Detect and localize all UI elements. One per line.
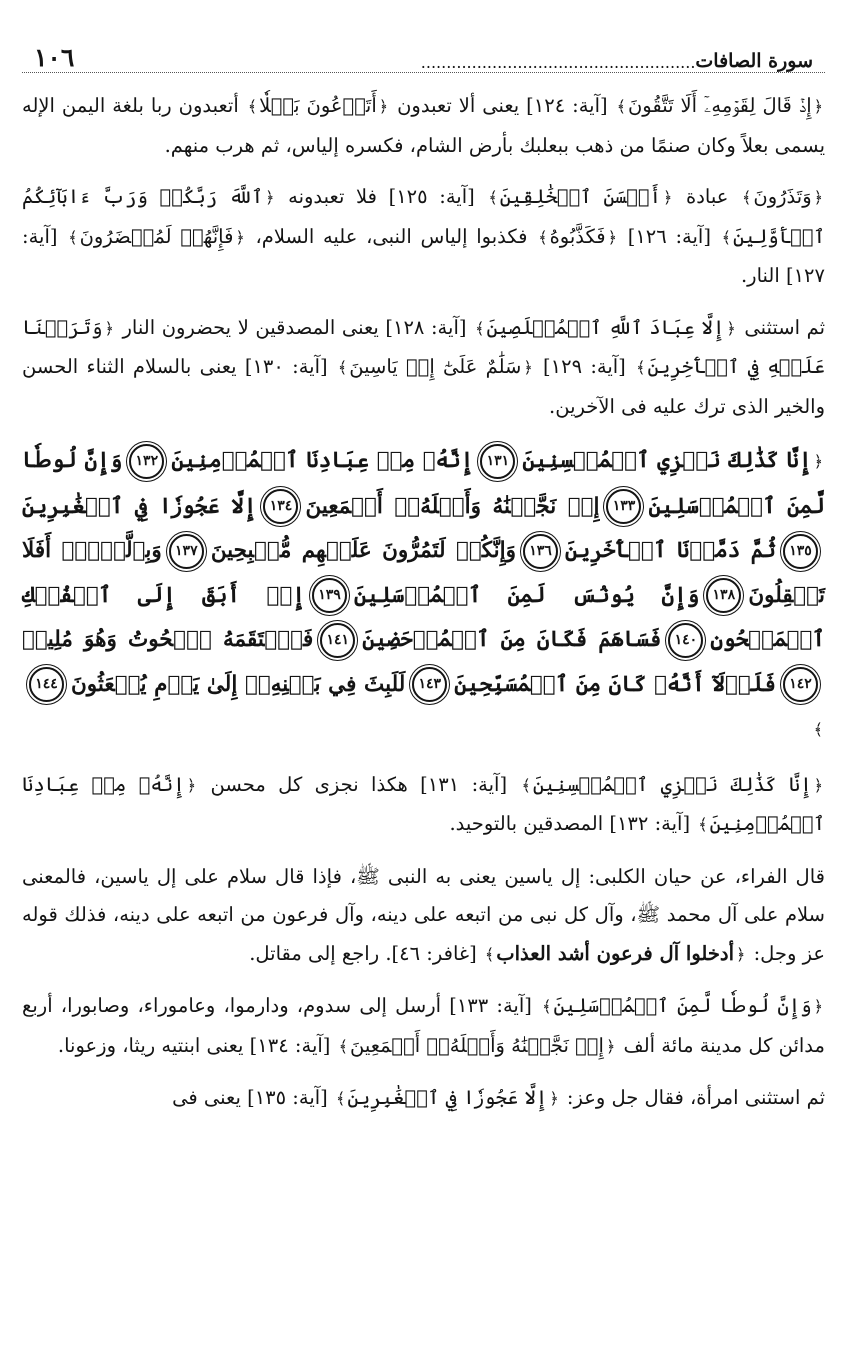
ayah-number-marker: ١٤٠ <box>668 623 703 658</box>
ayah-number-marker: ١٣٨ <box>706 578 741 613</box>
quran-quote-text: إِنَّهُۥ مِنۡ عِبَادِنَا ٱلۡمُؤۡمِنِينَ <box>171 448 474 473</box>
ayah-number-marker: ١٣٧ <box>169 534 204 569</box>
quote-open-ornament: ﴿ <box>605 1036 616 1056</box>
quote-close-ornament: ﴾ <box>488 188 498 207</box>
quran-quote-text: أَتَدۡعُونَ بَعۡلٗا <box>259 94 377 117</box>
commentary-text: [آية: ١٣٠] يعنى بالسلام الثناء الحسن والخير الذى ترك عليه فى الآخرين. <box>22 355 825 418</box>
cited-verse <box>483 942 747 965</box>
commentary-text: [غافر: ٤٦]. راجع إلى مقاتل. <box>249 941 483 965</box>
commentary-text: [آية: ١٣٤] يعنى ابنتيه ريثا، وزعونا. <box>57 1033 337 1057</box>
quote-open-ornament: ﴿ <box>235 227 245 247</box>
quran-quote <box>66 225 247 248</box>
quran-quote-text: فَٱلۡتَقَمَهُ ٱلۡحُوتُ وَهُوَ مُلِيمٞ <box>22 627 314 652</box>
quran-quote-text: ٱللَّهَ رَبَّكُمۡ وَرَبَّ ءَابَآئِكُمُ ٱلۡأَوَّلِينَ <box>22 185 825 248</box>
commentary-text: قال الفراء، عن حيان الكلبى: إل ياسين يعنى به النبى ﷺ، فإذا قال سلام على إل ياسين، فالمعنى سلام على آل محمد ﷺ، وآل كل نبى من اتبعه على دينه، وآل فرعون من اتبعه على دينه، فذلك قوله عز وجل: <box>22 864 825 965</box>
commentary-text: عبادة <box>674 185 741 208</box>
quran-quote-text: وَإِنَّ لُوطٗا لَّمِنَ ٱلۡمُرۡسَلِينَ <box>553 994 812 1017</box>
quran-quote-text: فَلَوۡلَآ أَنَّهُۥ كَانَ مِنَ ٱلۡمُسَبِّحِينَ <box>454 671 776 697</box>
quran-quote-text: وَإِنَّ لُوطٗا لَّمِنَ ٱلۡمُرۡسَلِينَ <box>22 448 825 519</box>
commentary-text: أتعبدون ربا بلغة اليمن الإله يسمى بعلاً وكان صنمًا من ذهب ببعلبك بأرض الشام، فكسره إلياس، ثم هرب منهم. <box>22 94 825 157</box>
quote-open-ornament: ﴿ <box>523 358 533 377</box>
page-number: ١٠٦ <box>34 43 75 72</box>
quote-close-ornament: ﴾ <box>616 97 626 116</box>
quran-quote <box>522 448 811 473</box>
quran-quote <box>171 448 473 473</box>
quote-open-ornament: ﴿ <box>186 775 197 795</box>
commentary-paragraph <box>22 178 825 296</box>
commentary-text: [آية: ١٢٦] <box>618 224 720 248</box>
quote-close-ornament: ﴾ <box>335 1089 346 1108</box>
quote-open-ornament: ﴿ <box>813 97 823 116</box>
ayah-number-marker: ١٤٤ <box>29 667 64 702</box>
quran-quote-text: إِنَّا كَذَٰلِكَ نَجۡزِي ٱلۡمُحۡسِنِينَ <box>532 772 812 796</box>
block-open-ornament: ﴿ <box>813 452 823 471</box>
page-header <box>22 42 825 73</box>
quote-close-ornament: ﴾ <box>337 358 348 377</box>
quran-quote-text: إِلَّا عِبَادَ ٱللَّهِ ٱلۡمُخۡلَصِينَ <box>486 315 725 339</box>
quran-quote <box>22 494 256 519</box>
quote-open-ornament: ﴿ <box>736 944 746 964</box>
quran-quote <box>486 185 674 208</box>
quote-close-ornament: ﴾ <box>247 97 258 116</box>
quote-close-ornament: ﴾ <box>484 944 495 964</box>
commentary-text: [آية: ١٣٥] يعنى فى <box>172 1086 334 1109</box>
commentary-text: [آية: ١٢٨] يعنى المصدقين لا يحضرون النار <box>115 315 474 339</box>
quran-quote <box>565 538 776 563</box>
quran-quote <box>519 773 825 796</box>
commentary-text: [آية: ١٢٤] يعنى ألا تعبدون <box>390 94 615 117</box>
commentary-text: [آية: ١٢٩] <box>534 355 635 378</box>
quran-quote <box>615 94 825 117</box>
commentary-section-bottom <box>22 766 825 1119</box>
quran-quote-text: وَإِنَّكُمۡ لَتَمُرُّونَ عَلَيۡهِم مُّصۡبِحِينَ <box>210 538 517 563</box>
quran-quote-text: سَلَٰمٌ عَلَىٰٓ إِلۡ يَاسِينَ <box>349 355 522 378</box>
commentary-text: [آية: ١٢٥] فلا تعبدونه <box>276 185 487 208</box>
quote-open-ornament: ﴿ <box>265 188 275 207</box>
ayah-number-marker: ١٤٣ <box>412 667 447 702</box>
quran-quote-text: إِلَّا عَجُوزٗا فِي ٱلۡغَٰبِرِينَ <box>347 1086 548 1109</box>
quran-quote <box>305 494 599 519</box>
commentary-text: ثم استثنى <box>737 315 826 339</box>
ayah-number-marker: ١٣٣ <box>606 489 641 524</box>
quran-quote <box>536 225 619 248</box>
surah-title: سورة الصافات <box>695 50 813 72</box>
quran-quote-text: إِنَّهُۥ مِنۡ عِبَادِنَا ٱلۡمُؤۡمِنِينَ <box>22 772 825 835</box>
quote-open-ornament: ﴿ <box>378 97 389 116</box>
ayah-number-marker: ١٣٦ <box>523 534 558 569</box>
quote-open-ornament: ﴿ <box>104 318 114 338</box>
quran-verses-block <box>22 439 825 753</box>
ayah-number-marker: ١٤٢ <box>783 667 818 702</box>
commentary-text: ثم استثنى امرأة، فقال جل وعز: <box>560 1086 825 1109</box>
quote-open-ornament: ﴿ <box>607 227 617 247</box>
quote-close-ornament: ﴾ <box>475 318 485 338</box>
quran-quote <box>354 583 699 608</box>
quote-open-ornament: ﴿ <box>549 1089 559 1108</box>
quran-quote <box>540 994 825 1017</box>
quote-open-ornament: ﴿ <box>813 775 824 795</box>
quran-quote-text: إِذۡ نَجَّيۡنَٰهُ وَأَهۡلَهُۥٓ أَجۡمَعِينَ <box>305 493 600 519</box>
commentary-paragraph <box>22 987 825 1066</box>
ayah-number-marker: ١٣٤ <box>263 489 298 524</box>
quran-quote-text: إِلَّا عَجُوزٗا فِي ٱلۡغَٰبِرِينَ <box>22 493 257 519</box>
quran-quote-text: أدخلوا آل فرعون أشد العذاب <box>496 941 735 965</box>
quran-quote <box>71 672 405 697</box>
quote-open-ornament: ﴿ <box>813 997 824 1016</box>
block-close-ornament: ﴾ <box>813 720 823 739</box>
ayah-number-marker: ١٣٥ <box>783 534 818 569</box>
quran-quote-text: إِذۡ نَجَّيۡنَٰهُ وَأَهۡلَهُۥٓ أَجۡمَعِينَ <box>349 1033 604 1057</box>
quran-quote <box>22 627 313 652</box>
quran-quote-text: لَلَبِثَ فِي بَطۡنِهِۦٓ إِلَىٰ يَوۡمِ يُبۡعَثُونَ <box>71 671 406 697</box>
quote-open-ornament: ﴿ <box>663 188 673 207</box>
commentary-text: [آية: ١٢٧] النار. <box>22 224 825 287</box>
quote-close-ornament: ﴾ <box>538 227 548 247</box>
quran-quote-text: وَبِٱلَّيۡلِۚ أَفَلَا تَعۡقِلُونَ <box>22 538 825 608</box>
quote-open-ornament: ﴿ <box>726 318 736 338</box>
commentary-paragraph <box>22 87 825 165</box>
header-dot-leader: ...................................................... <box>420 53 696 72</box>
quran-quote-text: وَتَرَكۡنَا عَلَيۡهِ فِي ٱلۡأٓخِرِينَ <box>22 315 826 378</box>
quran-quote <box>336 355 535 378</box>
quran-quote-text: إِذۡ أَبَقَ إِلَى ٱلۡفُلۡكِ ٱلۡمَشۡحُونِ <box>22 582 825 652</box>
quran-quote <box>473 316 738 339</box>
commentary-paragraph <box>22 766 825 845</box>
quran-quote-text: إِذۡ قَالَ لِقَوۡمِهِۦٓ أَلَا تَتَّقُونَ <box>627 94 812 117</box>
quote-close-ornament: ﴾ <box>68 227 78 247</box>
commentary-paragraph <box>22 1079 825 1119</box>
quote-close-ornament: ﴾ <box>636 358 646 377</box>
quote-close-ornament: ﴾ <box>521 775 531 795</box>
quran-quote <box>211 538 516 563</box>
quran-quote-text: وَإِنَّ يُونُسَ لَمِنَ ٱلۡمُرۡسَلِينَ <box>353 582 700 608</box>
quote-close-ornament: ﴾ <box>742 188 752 207</box>
quote-close-ornament: ﴾ <box>542 997 552 1016</box>
quran-quote <box>337 1034 618 1057</box>
quote-close-ornament: ﴾ <box>698 815 708 834</box>
ayah-number-marker: ١٣١ <box>480 444 515 479</box>
quote-close-ornament: ﴾ <box>721 227 732 247</box>
commentary-text: فكذبوا إلياس النبى، عليه السلام، <box>246 224 537 248</box>
quote-close-ornament: ﴾ <box>338 1036 348 1056</box>
commentary-text: [آية: ١٣٢] المصدقين بالتوحيد. <box>449 812 697 835</box>
commentary-paragraph <box>22 309 825 427</box>
quran-quote-text: إِنَّا كَذَٰلِكَ نَجۡزِي ٱلۡمُحۡسِنِينَ <box>522 448 812 473</box>
quote-open-ornament: ﴿ <box>813 188 824 207</box>
quran-quote-text: فَكَذَّبُوهُ <box>549 224 606 248</box>
quran-quote-text: فَإِنَّهُمۡ لَمُحۡضَرُونَ <box>79 224 234 248</box>
ayah-number-marker: ١٣٩ <box>312 578 347 613</box>
quran-quote-text: ثُمَّ دَمَّرۡنَا ٱلۡأٓخَرِينَ <box>565 538 776 563</box>
commentary-text: [آية: ١٣١] هكذا نجزى كل محسن <box>198 772 520 796</box>
quran-quote-text: وَتَذَرُونَ <box>753 185 812 208</box>
quran-quote-text: فَسَاهَمَ فَكَانَ مِنَ ٱلۡمُدۡحَضِينَ <box>362 627 662 652</box>
quran-quote <box>334 1086 561 1109</box>
quran-quote <box>246 94 390 117</box>
ayah-number-marker: ١٣٢ <box>129 444 164 479</box>
commentary-paragraph <box>22 858 825 975</box>
quran-quote <box>740 185 825 208</box>
quran-quote <box>362 627 661 652</box>
quran-quote-text: أَحۡسَنَ ٱلۡخَٰلِقِينَ <box>499 185 662 208</box>
commentary-text: [آية: ١٣٣] أرسل إلى سدوم، ودارموا، وعاموراء، وصابورا، أربع مدائن كل مدينة مائة ألف <box>22 994 825 1057</box>
quran-quote <box>454 672 776 697</box>
ayah-number-marker: ١٤١ <box>320 623 355 658</box>
commentary-section-top <box>22 87 825 426</box>
